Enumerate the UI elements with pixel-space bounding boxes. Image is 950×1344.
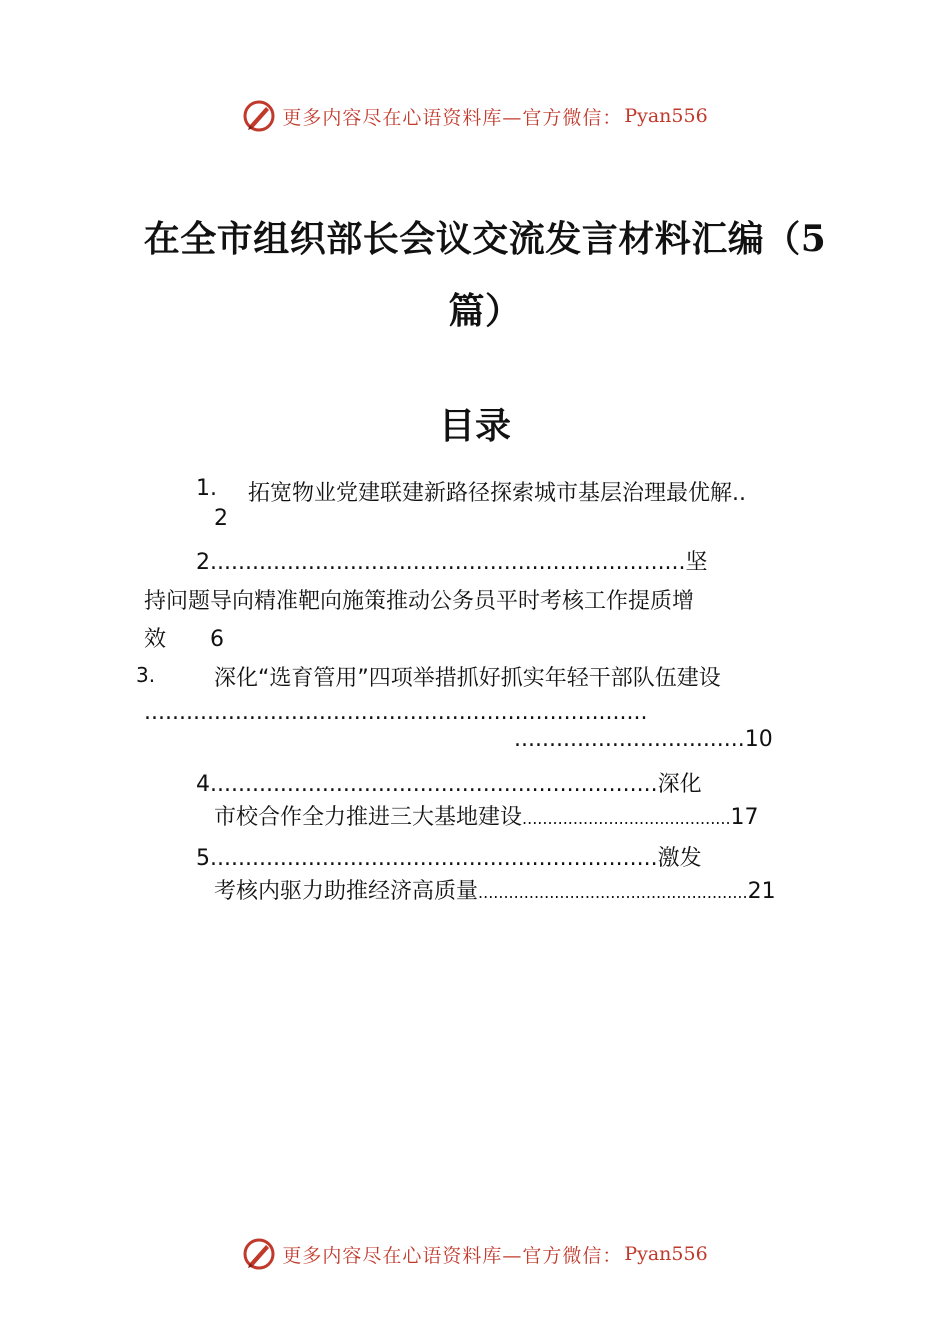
toc-item-5-title-line[interactable]: 考核内驱力助推经济高质量.....................................................21 [214,879,776,904]
toc-item-2-title-end[interactable] [144,622,224,653]
toc-item-5-number: 5 [196,846,210,871]
toc-item-2-page: 6 [210,627,225,652]
toc-item-5-title-part2: 考核内驱力助推经济高质量 [214,879,479,904]
toc-item-2-title-part3: 效 [144,627,167,652]
toc-item-3-leader: ........................................................................ [144,700,648,725]
toc-item-2-title-part2[interactable]: 持问题导向精准靶向施策推动公务员平时考核工作提质增 [144,589,695,614]
toc-item-2-number: 2 [196,550,210,575]
banner-text: 更多内容尽在心语资料库—官方微信： [282,106,623,129]
header-banner [0,96,950,136]
toc-item-3-title[interactable]: 深化“选育管用”四项举措抓好抓实年轻干部队伍建设 [214,666,721,691]
pen-logo-icon [242,1237,276,1271]
document-title: 在全市组织部长会议交流发言材料汇编（5篇） [143,218,827,332]
toc-item-1-page[interactable]: 2 [214,506,228,531]
pen-logo-icon [242,99,276,133]
toc-item-3-page-line[interactable]: .................................10 [514,727,773,752]
toc-item-4-title-part2: 市校合作全力推进三大基地建设 [214,805,523,830]
toc-item-1-text: 拓宽物业党建联建新路径探索城市基层治理最优解 [248,481,733,506]
banner-text: 更多内容尽在心语资料库—官方微信： [282,1244,623,1267]
toc-item-4-number: 4 [196,772,210,797]
toc-item-1-number[interactable]: 1. [196,476,217,501]
toc-item-5-number-line[interactable]: 5................................................................激发 [196,846,702,871]
toc-item-2-number-line[interactable]: 2....................................................................坚 [196,550,708,575]
toc-item-4-number-line[interactable]: 4................................................................深化 [196,772,702,797]
toc-item-1-title[interactable]: 拓宽物业党建联建新路径探索城市基层治理最优解.. [248,481,747,506]
wechat-id: Pyan556 [624,105,708,127]
toc-item-2-title-part1: 坚 [685,550,708,575]
toc-item-4-title-part1: 深化 [657,772,702,797]
toc-heading: 目录 [438,405,511,447]
toc-item-4-page: 17 [730,805,759,830]
toc-item-3-number[interactable]: 3. [136,663,156,687]
toc-item-5-title-part1: 激发 [657,846,702,871]
wechat-id: Pyan556 [624,1243,708,1265]
toc-item-3-page: 10 [744,727,773,752]
toc-item-5-page: 21 [747,879,776,904]
footer-banner [0,1234,950,1274]
toc-item-4-title-line[interactable]: 市校合作全力推进三大基地建设.........................................17 [214,805,759,830]
